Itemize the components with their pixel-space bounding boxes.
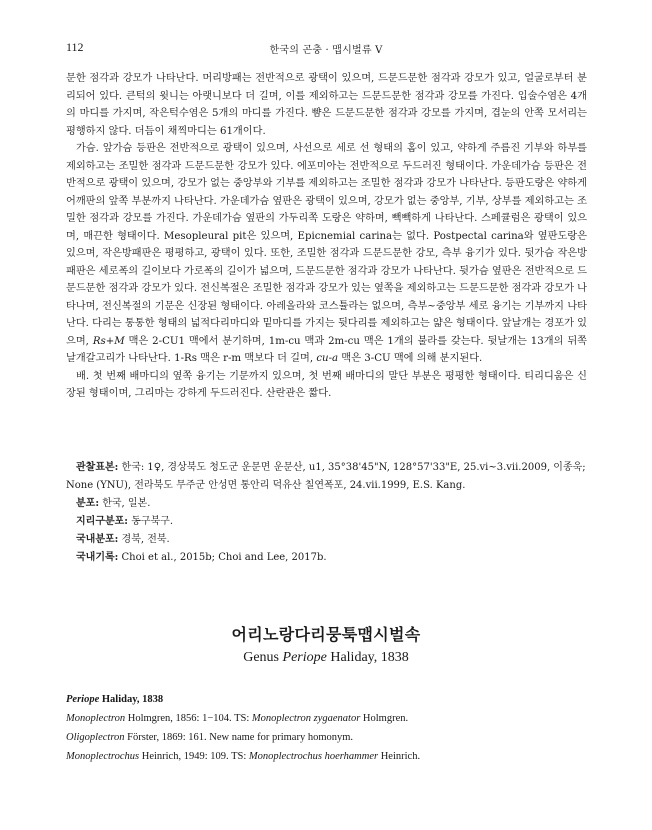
synonymy-title [66, 690, 587, 709]
synonymy-title-author: Haliday, 1838 [101, 694, 164, 705]
geo-text: 동구북구. [131, 516, 174, 527]
synonymy-list [66, 690, 587, 766]
synonym-text: Holmgren, 1856: 1−104. TS: [125, 713, 252, 724]
genus-name: Periope [282, 650, 327, 665]
synonym-entry [66, 747, 587, 766]
head-description-paragraph: 문한 점각과 강모가 나타난다. 머리방패는 전반적으로 광택이 있으며, 드문드문한 점각과 강모가 있고, 얼굴로부터 분리되어 있다. 큰턱의 윗니는 아랫니보다 더 길며, 이를 제외하고는 드문드문한 점각과 강모를 가진다. 입술수염은 4개의 마디를 가지며, 작은턱수염은 5개의 마디를 가진다. 뺨은 드문드문한 점각과 강모를 가지며, 겹눈의 안쪽 모서리는 평행하지 않다. 더듬이 채찍마디는 61개이다. [66, 73, 587, 137]
geographic-distribution [66, 513, 587, 531]
specimens-examined [66, 459, 587, 495]
type-species-name: Monoplectron zygaenator [251, 713, 361, 724]
domestic-records [66, 549, 587, 567]
type-species-author: Holmgren. [360, 713, 409, 724]
genus-latin-name [0, 650, 652, 666]
page-header [66, 40, 586, 60]
type-species-name: Monoplectrochus hoerhammer [248, 751, 379, 762]
distribution [66, 495, 587, 513]
genus-korean-name: 어리노랑다리뭉툭맵시벌속 [231, 625, 421, 644]
domestic-distribution [66, 531, 587, 549]
distribution-label: 분포: [76, 498, 100, 509]
synonym-text: Heinrich, 1949: 109. TS: [139, 751, 249, 762]
domestic-label: 국내분포: [76, 534, 119, 545]
synonym-text: Förster, 1869: 161. New name for primary homonym. [124, 732, 354, 743]
vein-rs-m: Rs+M [92, 335, 125, 347]
description-text [66, 70, 587, 403]
records-label: 국내기록: [76, 552, 119, 563]
geo-label: 지리구분포: [76, 516, 128, 527]
synonym-name: Oligoplectron [66, 732, 125, 743]
abdomen-description-paragraph: 배. 첫 번째 배마디의 옆쪽 융기는 기문까지 있으며, 첫 번째 배마디의 말단 부분은 평평한 형태이다. 티리디움은 신장된 형태이며, 그리마는 강하게 두드러진다. 산란관은 짧다. [66, 370, 587, 399]
genus-heading [0, 622, 652, 666]
specimen-records [66, 459, 587, 567]
thorax-description-paragraph [66, 140, 587, 368]
running-title: 한국의 곤충 · 맵시벌류 V [269, 45, 383, 56]
thorax-text-c: 맥은 3-CU 맥에 의해 분지된다. [338, 353, 483, 364]
records-text: Choi et al., 2015b; Choi and Lee, 2017b. [121, 552, 327, 563]
synonymy-title-name: Periope [66, 694, 100, 705]
page-number: 112 [66, 40, 84, 54]
synonym-name: Monoplectrochus [66, 751, 140, 762]
genus-word: Genus [243, 650, 280, 665]
domestic-text: 경북, 전북. [121, 534, 170, 545]
vein-cu-a: cu-a [316, 353, 339, 364]
synonym-name: Monoplectron [66, 713, 126, 724]
synonym-entry [66, 728, 587, 747]
distribution-text: 한국, 일본. [102, 498, 151, 509]
synonym-entry [66, 709, 587, 728]
genus-author: Haliday, 1838 [330, 650, 409, 665]
specimens-label: 관찰표본: [76, 462, 119, 473]
specimens-text: 한국: 1♀, 경상북도 청도군 운문면 운문산, u1, 35°38'45"N, 128°57'33"E, 25.vi~3.vii.2009, 이종욱; None (YNU), 전라북도 무주군 안성면 통안리 덕유산 칠연폭포, 24.vii.1999, E.S. Kang. [66, 462, 586, 491]
thorax-text-b: 맥은 2-CU1 맥에서 분기하며, 1m-cu 맥과 2m-cu 맥은 1개의 불라를 갖는다. 뒷날개는 13개의 뒤쪽 날개갈고리가 나타난다. 1-Rs 맥은 r-m 맥보다 더 길며, [66, 335, 587, 364]
type-species-author: Heinrich. [378, 751, 421, 762]
thorax-text-a: 가슴. 앞가슴 등판은 전반적으로 광택이 있으며, 사선으로 세로 선 형태의 홈이 있고, 약하게 주름진 기부와 하부를 제외하고는 조밀한 점각과 드문드문한 강모가 있다. 에포미아는 전반적으로 두드러진 형태이다. 가운데가슴 등판은 전반적으로 광택이 있으며, 강모가 없는 중앙부와 기부를 제외하고는 조밀한 점각과 강모가 나타난다. 등판도랑은 약하게 어깨판의 앞쪽 부분까지 나타난다. 가운데가슴 옆판은 광택이 있으며, 강모가 없는 중앙부, 기부, 상부를 제외하고는 조밀한 점각과 강모를 가진다. 가운데가슴 옆판의 가두리쪽 도랑은 약하며, 빽빽하게 나타난다. 스페큘럼은 광택이 있으며, 매끈한 형태이다. Mesopleural pit은 있으며, Epicnemial carina는 없다. Postpectal carina와 옆판도랑은 있으며, 작은방패판은 평평하고, 광택이 있다. 또한, 조밀한 점각과 드문드문한 강모, 측부 융기가 있다. 뒷가슴 작은방패판은 세로폭의 길이보다 가로폭의 길이가 넓으며, 드문드문한 점각과 강모가 나타난다. 뒷가슴 옆판은 전반적으로 드문드문한 점각과 강모가 있다. 전신복절은 조밀한 점각과 강모가 있는 옆쪽을 제외하고는 드문드문한 점각과 강모가 나타나며, 전신복절의 기문은 신장된 형태이다. 아레올라와 코스튤라는 없으며, 측부~중앙부 세로 융기는 기부까지 나타난다. 다리는 통통한 형태의 넓적다리마디와 밑마디를 가지는 뒷다리를 제외하고는 얇은 형태이다. 앞날개는 경포가 있으며, [66, 143, 587, 347]
